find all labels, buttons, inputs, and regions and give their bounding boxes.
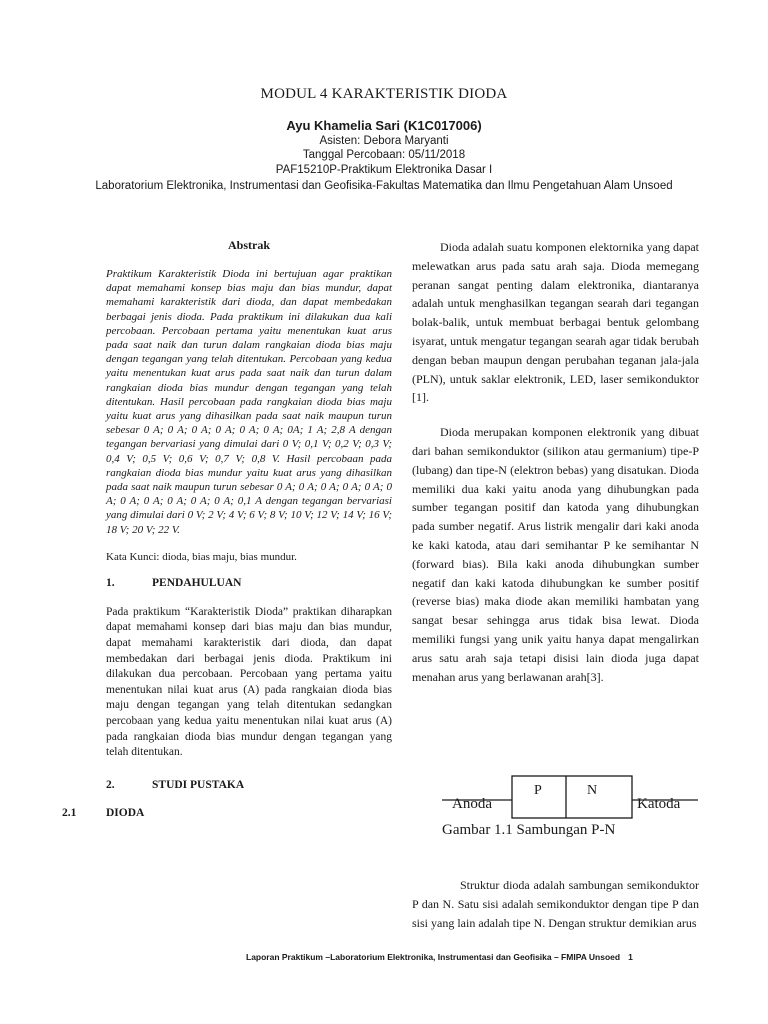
subsection-number: 2.1: [62, 806, 77, 819]
figure-caption: Gambar 1.1 Sambungan P-N: [442, 822, 616, 838]
left-column: [62, 238, 392, 819]
abstract-heading: Abstrak: [227, 238, 270, 252]
subsection-heading-dioda: [62, 807, 348, 819]
cathode-label: Katoda: [637, 796, 681, 812]
abstract-text: Praktikum Karakteristik Dioda ini bertujuan agar praktikan dapat memahami konsep bias maju dan bias mundur, dapat memahami karakteristik dari dioda, dan dapat membedakan berbagai jenis dioda. Pada praktikum ini dilakukan dua kali percobaan. Percobaan pertama yaitu menentukan kuat arus pada saat naik dan turun dalam rangkaian dioda bias maju dengan tegangan yang telah ditentukan. Percobaan yang kedua yaitu menentukan kuat arus pada saat naik dan turun dalam rangkaian dioda bias mundur dengan tegangan yang telah ditentukan. Hasil percobaan pada rangkaian dioda bias maju yaitu kuat arus yang dihasilkan pada saat naik maupun turun sebesar 0 A; 0 A; 0 A; 0 A; 0 A; 0 A; 0A; 1 A; 2,8 A dengan tegangan bervariasi yang dimulai dari 0 V; 0,1 V; 0,2 V; 0,3 V; 0,4 V; 0,5 V; 0,6 V; 0,7 V; 0,8 V. Hasil percobaan pada rangkaian dioda bias mundur yaitu kuat arus yang dihasilkan pada saat naik maupun turun sebesar 0 A; 0 A; 0 A; 0 A; 0 A; 0 A; 0 A; 0 A; 0 A; 0 A; 0 A; 0,1 A dengan tegangan bervariasi yang dimulai dari 0 V; 2 V; 4 V; 6 V; 8 V; 10 V; 12 V; 14 V; 16 V; 18 V; 20 V; 22 V.: [106, 268, 392, 536]
section-number: 1.: [106, 576, 115, 589]
paragraph-dioda-definition: Dioda adalah suatu komponen elektornika yang dapat melewatkan arus pada satu arah saja. Dioda memegang peranan sangat penting dalam elektronika, diantaranya adalah untuk menghasilkan tegangan searah dari tegangan bolak-balik, untuk membuat berbagai bentuk gelombang isyarat, untuk mengatur tegangan searah agar tidak berubah dengan beban maupun dengan perubahan teganan jala-jala (PLN), untuk saklar elektronik, LED, laser semikonduktor [1].: [412, 240, 699, 405]
page-footer: [246, 952, 706, 962]
paragraph-dioda-structure: Dioda merupakan komponen elektronik yang dibuat dari bahan semikonduktor (silikon atau germanium) tipe-P (lubang) dan tipe-N (elektron bebas) yang disatukan. Dioda memiliki dua kaki yaitu anoda yang dihubungkan pada sumber tegangan positif dan katoda yang dihubungkan pada sumber negatif. Arus listrik mengalir dari kaki anoda ke kaki katoda, atau dari semihantar P ke semihantar N (forward bias). Bila kaki anoda dihubungkan sumber negatif dan kaki katoda dihubungkan ke sumber positif (reverse bias) maka diode akan memiliki hambatan yang sangat besar sehingga arus tidak bisa lewat. Dioda memiliki fungsi yang unik yaitu hanya dapat mengalirkan arus satu arah saja tetapi disisi lain dioda juga dapat menahan arus yang berlawanan arah[3].: [412, 425, 699, 684]
footer-text: Laporan Praktikum –Laboratorium Elektronika, Instrumentasi dan Geofisika – FMIPA Unsoed: [246, 952, 621, 962]
assistant-name: Asisten: Debora Maryanti: [319, 135, 449, 147]
keywords: Kata Kunci: dioda, bias maju, bias mundur.: [106, 550, 297, 563]
experiment-date: Tanggal Percobaan: 05/11/2018: [302, 149, 466, 161]
section-heading-pendahuluan: [106, 577, 392, 589]
lab-affiliation: Laboratorium Elektronika, Instrumentasi dan Geofisika-Fakultas Matematika dan Ilmu Pengetahuan Alam Unsoed: [95, 180, 673, 192]
page-number: 1: [628, 952, 633, 962]
paragraph-junction-structure: Struktur dioda adalah sambungan semikonduktor P dan N. Satu sisi adalah semikonduktor dengan tipe P dan sisi yang lain adalah tipe N. Dengan struktur demikian arus: [412, 878, 699, 930]
paper-title: MODUL 4 KARAKTERISTIK DIODA: [260, 86, 508, 102]
p-region-label: P: [534, 783, 542, 798]
section-heading-studi-pustaka: [106, 779, 392, 791]
author-name: Ayu Khamelia Sari (K1C017006): [286, 118, 482, 133]
right-column: [412, 238, 699, 686]
pn-junction-figure: [440, 770, 700, 860]
section-title: STUDI PUSTAKA: [152, 778, 245, 791]
course-code: PAF15210P-Praktikum Elektronika Dasar I: [275, 164, 493, 176]
section-number: 2.: [106, 778, 115, 791]
subsection-title: DIODA: [106, 806, 145, 819]
n-region-label: N: [587, 783, 598, 798]
pendahuluan-text: Pada praktikum “Karakteristik Dioda” praktikan diharapkan dapat memahami konsep dari bias maju dan bias mundur, dapat memahami karakteristik dari dioda, dan dapat membedakan dari berbagai jenis dioda. Praktikum ini dilakukan dua percobaan. Percobaan yang pertama yaitu menentukan nilai kuat arus (A) pada rangkaian dioda bias maju dengan tegangan yang telah ditentukan sedangkan percobaan yang kedua yaitu menentukan nilai kuat arus (A) pada rangkaian dioda bias mundur dengan tegangan yang telah ditentukan.: [106, 605, 392, 759]
anode-label: Anoda: [452, 796, 492, 812]
section-title: PENDAHULUAN: [152, 576, 242, 589]
